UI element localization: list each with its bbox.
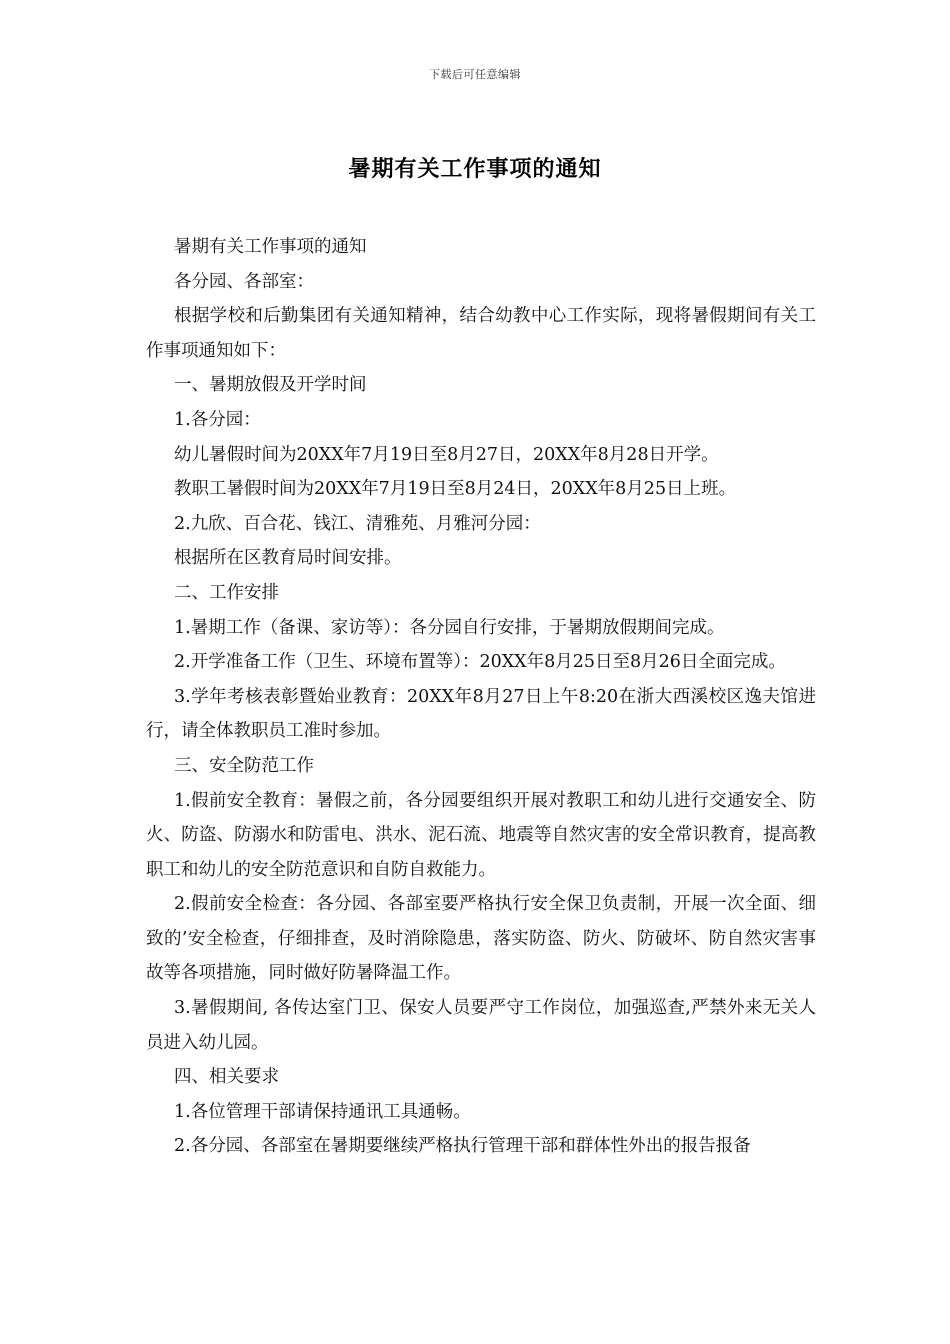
paragraph: 1.假前安全教育：暑假之前，各分园要组织开展对教职工和幼儿进行交通安全、防火、防盗、防溺水和防雷电、洪水、泥石流、地震等自然灾害的安全常识教育，提高教职工和幼儿的安全防范意识和自防自救能力。 — [146, 790, 816, 880]
paragraph: 根据所在区教育局时间安排。 — [174, 548, 402, 569]
paragraph: 各分园、各部室： — [174, 271, 314, 292]
section-heading: 二、工作安排 — [174, 582, 279, 603]
paragraph: 2.九欣、百合花、钱江、清雅苑、月雅河分园： — [174, 513, 541, 534]
paragraph: 幼儿暑假时间为20XX年7月19日至8月27日，20XX年8月28日开学。 — [174, 444, 719, 465]
document-body — [146, 230, 816, 1164]
paragraph: 2.假前安全检查：各分园、各部室要严格执行安全保卫负责制，开展一次全面、细致的’安全检查，仔细排查，及时消除隐患，落实防盗、防火、防破坏、防自然灾害事故等各项措施，同时做好防暑降温工作。 — [146, 894, 816, 984]
paragraph: 1.暑期工作（备课、家访等）：各分园自行安排，于暑期放假期间完成。 — [174, 617, 725, 638]
paragraph: 1.各分园： — [174, 409, 261, 430]
header-note: 下载后可任意编辑 — [429, 68, 521, 81]
document-title: 暑期有关工作事项的通知 — [348, 156, 602, 182]
paragraph: 1.各位管理干部请保持通讯工具通畅。 — [174, 1101, 471, 1122]
section-heading: 三、安全防范工作 — [174, 755, 314, 776]
paragraph: 根据学校和后勤集团有关通知精神，结合幼教中心工作实际，现将暑假期间有关工作事项通知如下： — [146, 306, 816, 361]
paragraph: 3.学年考核表彰暨始业教育：20XX年8月27日上午8:20在浙大西溪校区逸夫馆进行，请全体教职员工准时参加。 — [146, 686, 816, 742]
paragraph: 教职工暑假时间为20XX年7月19日至8月24日，20XX年8月25日上班。 — [174, 479, 737, 500]
paragraph: 2.各分园、各部室在暑期要继续严格执行管理干部和群体性外出的报告报备 — [174, 1136, 751, 1157]
paragraph: 暑期有关工作事项的通知 — [174, 237, 367, 257]
section-heading: 一、暑期放假及开学时间 — [174, 375, 367, 396]
paragraph: 3.暑假期间, 各传达室门卫、保安人员要严守工作岗位，加强巡查,严禁外来无关人员进入幼儿园。 — [146, 998, 816, 1053]
paragraph: 2.开学准备工作（卫生、环境布置等）：20XX年8月25日至8月26日全面完成。 — [174, 652, 786, 673]
section-heading: 四、相关要求 — [174, 1067, 279, 1088]
